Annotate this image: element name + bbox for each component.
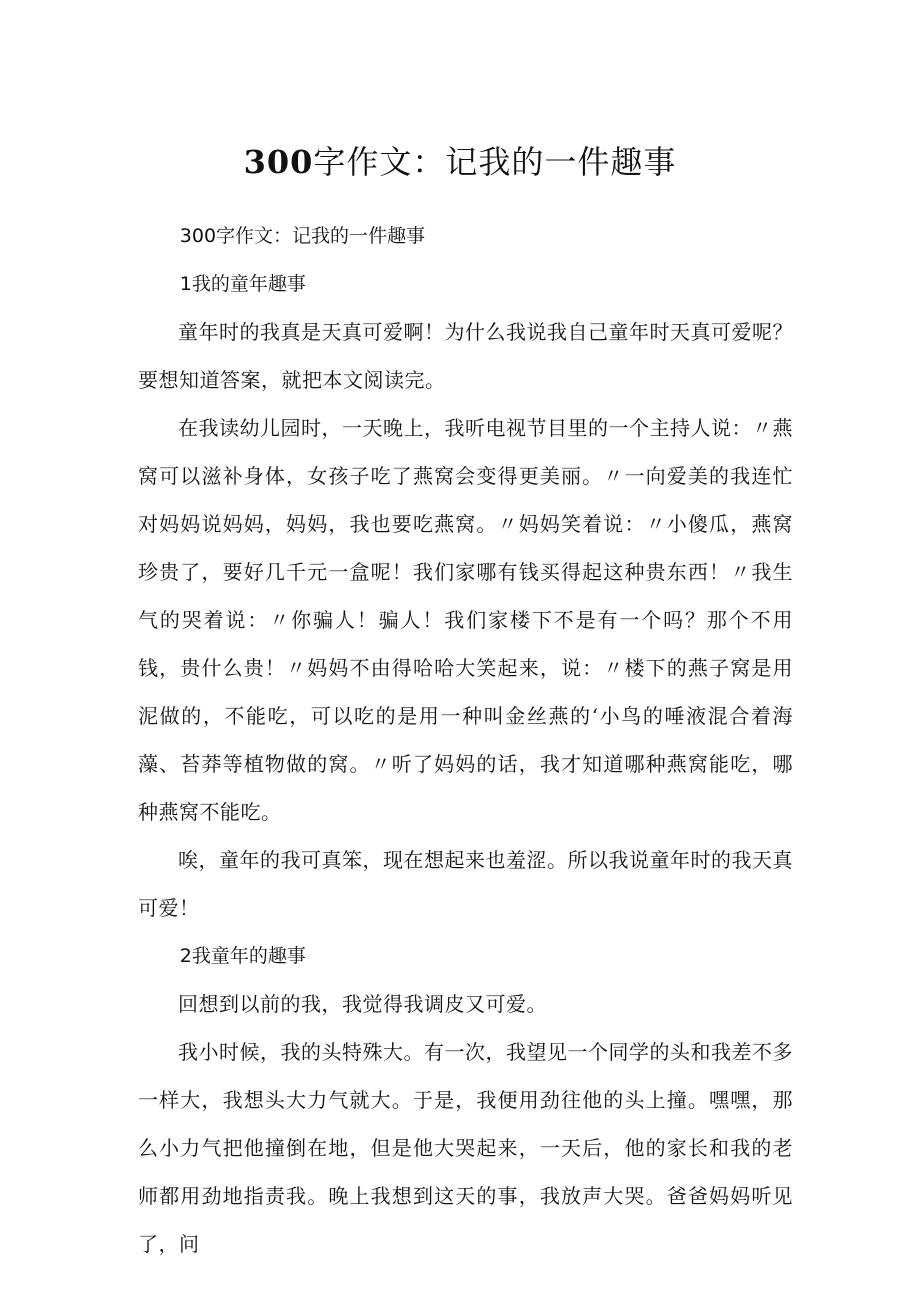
page-title [0,140,920,184]
paragraph: 在我读幼儿园时，一天晚上，我听电视节目里的一个主持人说：〃燕窝可以滋补身体，女孩子吃了燕窝会变得更美丽。〃一向爱美的我连忙对妈妈说妈妈，妈妈，我也要吃燕窝。〃妈妈笑着说：〃小傻瓜，燕窝珍贵了，要好几千元一盒呢！我们家哪有钱买得起这种贵东西！〃我生气的哭着说：〃你骗人！骗人！我们家楼下不是有一个吗？那个不用钱，贵什么贵！〃妈妈不由得哈哈大笑起来，说：〃楼下的燕子窝是用泥做的，不能吃，可以吃的是用一种叫金丝燕的‘小鸟的唾液混合着海藻、苔莽等植物做的窝。〃听了妈妈的话，我才知道哪种燕窝能吃，哪种燕窝不能吃。 [138,416,793,824]
paragraph: 唉，童年的我可真笨，现在想起来也羞涩。所以我说童年时的我天真可爱！ [138,848,793,920]
paragraph: 我小时候，我的头特殊大。有一次，我望见一个同学的头和我差不多一样大，我想头大力气就大。于是，我便用劲往他的头上撞。嘿嘿，那么小力气把他撞倒在地，但是他大哭起来，一天后，他的家长和我的老师都用劲地指责我。晚上我想到这天的事，我放声大哭。爸爸妈妈听见了，问 [138,1040,793,1256]
article-body [138,212,793,1268]
article-subtitle: 300字作文：记我的一件趣事 [179,225,426,247]
section-heading-1: 1我的童年趣事 [179,273,306,295]
paragraph: 回想到以前的我，我觉得我调皮又可爱。 [178,992,547,1016]
title-number: 300 [243,143,314,181]
section-heading-2: 2我童年的趣事 [179,945,306,967]
title-text: 字作文：记我的一件趣事 [313,143,677,181]
paragraph: 童年时的我真是天真可爱啊！为什么我说我自己童年时天真可爱呢？要想知道答案，就把本文阅读完。 [138,320,793,392]
